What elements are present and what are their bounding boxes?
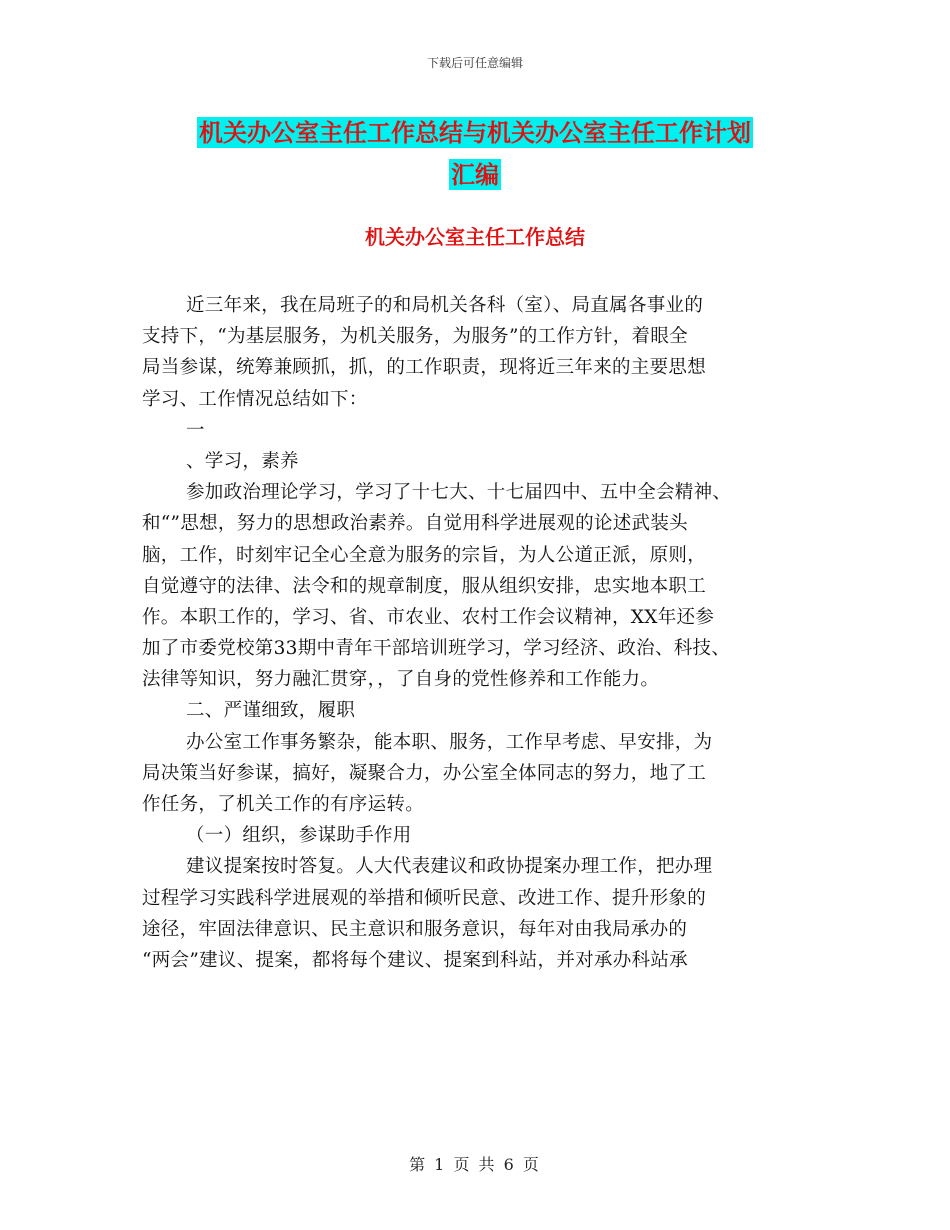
main-title [0, 112, 950, 196]
body-line: 作任务，了机关工作的有序运转。 [142, 794, 425, 815]
main-title-line-2: 汇编 [451, 160, 499, 189]
body-line: 脑，工作，时刻牢记全心全意为服务的宗旨，为人公道正派，原则， [142, 544, 707, 566]
body-line: 和“”思想，努力的思想政治素养。自觉用科学进展观的论述武装头 [142, 513, 688, 535]
main-title-line-1: 机关办公室主任工作总结与机关办公室主任工作计划 [199, 118, 751, 147]
body-line: 近三年来，我在局班子的和局机关各科（室）、局直属各事业的 [186, 295, 704, 316]
body-line: （一）组织，参谋助手作用 [186, 825, 412, 847]
body-line: 参加政治理论学习，学习了十七大、十七届四中、五中全会精神、 [186, 482, 732, 504]
body-line: 法律等知识，努力融汇贯穿，，了自身的党性修养和工作能力。 [142, 669, 660, 691]
body-line: 学习、工作情况总结如下： [142, 388, 368, 410]
body-line: 支持下，“为基层服务，为机关服务，为服务”的工作方针，着眼全 [142, 326, 688, 348]
body-line: 局当参谋，统筹兼顾抓，抓，的工作职责，现将近三年来的主要思想 [142, 357, 707, 379]
body-line: 建议提案按时答复。人大代表建议和政协提案办理工作，把办理 [186, 856, 713, 878]
header-note: 下载后可任意编辑 [426, 56, 523, 70]
body-line: 、学习，素养 [186, 450, 299, 472]
body-line: 途径，牢固法律意识、民主意识和服务意识，每年对由我局承办的 [142, 918, 688, 940]
body-line: 办公室工作事务繁杂，能本职、服务，工作早考虑、早安排，为 [186, 731, 713, 753]
body-text [142, 290, 810, 976]
body-line: 过程学习实践科学进展观的举措和倾听民意、改进工作、提升形象的 [142, 887, 707, 909]
body-line: 自觉遵守的法律、法令和的规章制度，服从组织安排，忠实地本职工 [142, 575, 707, 597]
body-line: 加了市委党校第33期中青年干部培训班学习，学习经济、政治、科技、 [142, 638, 731, 660]
body-line: 局决策当好参谋，搞好，凝聚合力，办公室全体同志的努力，地了工 [142, 762, 707, 784]
section-title: 机关办公室主任工作总结 [365, 225, 585, 249]
page-number-footer: 第 1 页 共 6 页 [409, 1155, 541, 1174]
body-line: 一 [186, 419, 205, 441]
body-line: 作。本职工作的，学习、省、市农业、农村工作会议精神，XX年还参 [142, 606, 715, 628]
body-line: “两会”建议、提案，都将每个建议、提案到科站，并对承办科站承 [142, 949, 688, 971]
body-line: 二、严谨细致，履职 [186, 700, 356, 722]
